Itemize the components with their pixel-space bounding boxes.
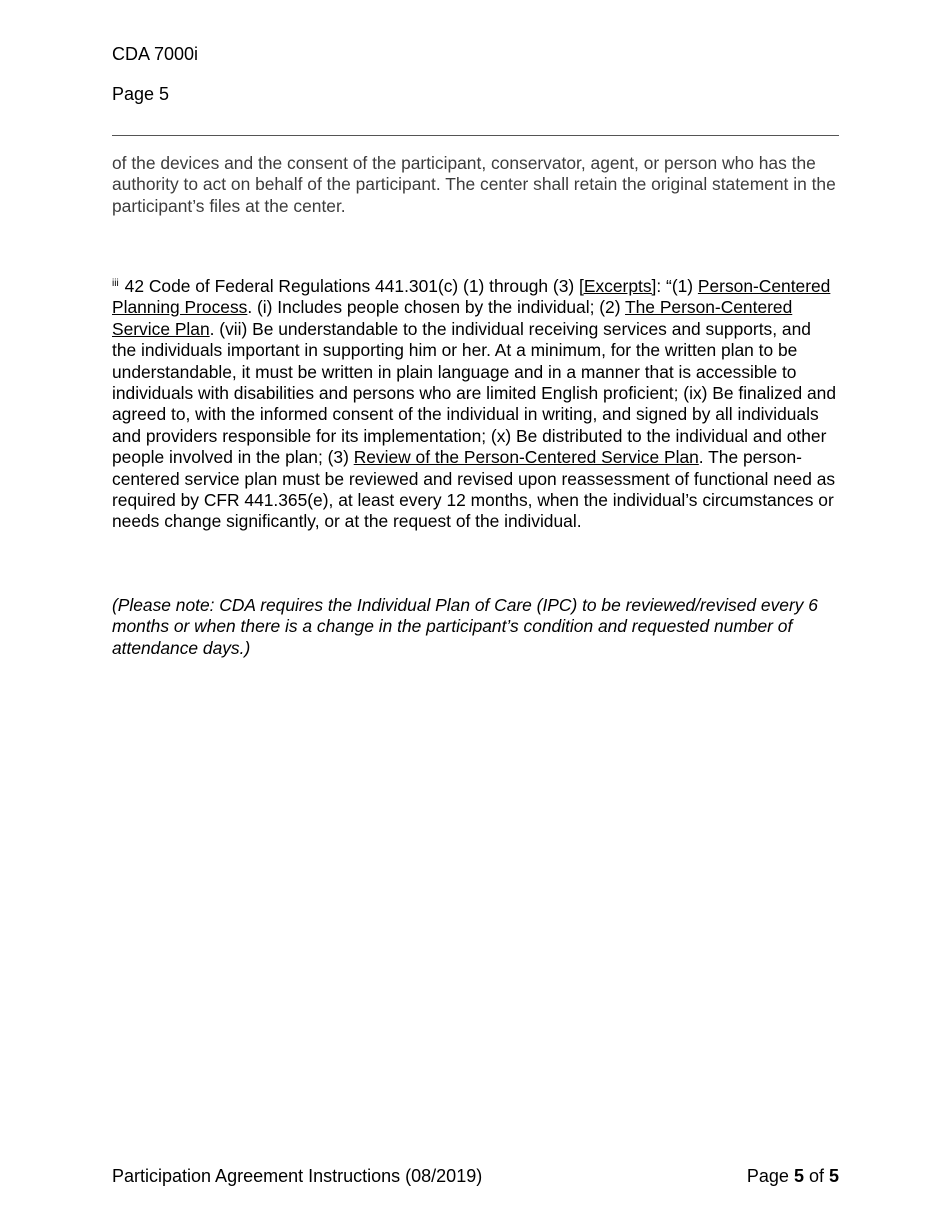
footer-page-current: 5 xyxy=(793,1166,804,1186)
footnote-text-3: . (i) Includes people chosen by the individual; (2) xyxy=(247,297,626,318)
footer-page-number xyxy=(747,1165,839,1187)
footnote-continuation: of the devices and the consent of the participant, conservator, agent, or person who has the authority to act on behalf of the participant. The center shall retain the original statement in the participant’s files at the center. xyxy=(112,153,836,216)
footnote-separator xyxy=(112,135,839,136)
cda-note: (Please note: CDA requires the Individual Plan of Care (IPC) to be reviewed/revised every 6 months or when there is a change in the participant’s condition and requested number of attendance days.) xyxy=(112,595,818,658)
footnote-text-1: 42 Code of Federal Regulations 441.301(c) (1) through (3) xyxy=(124,276,580,296)
header-page-label: Page 5 xyxy=(112,84,170,104)
footnote-text-4: . (vii) Be understandable to the individual receiving services and supports, and the individuals important in supporting him or her. At a minimum, for the written plan to be understandable, it must be written in plain language and in a manner that is accessible to individuals with disabilities and persons who are limited English proficient; (ix) Be finalized and agreed to, with the informed consent of the individual in writing, and signed by all individuals and providers responsible for its implementation; (x) Be distributed to the individual and other people involved in the plan; (3) xyxy=(112,318,837,468)
excerpts-underlined: [Excerpts] xyxy=(579,276,657,296)
form-id: CDA 7000i xyxy=(112,44,199,64)
footer-document-title: Participation Agreement Instructions (08/2019) xyxy=(112,1166,483,1186)
footer-page-prefix: Page xyxy=(746,1166,794,1186)
footer-page-of: of xyxy=(803,1166,829,1186)
service-plan-heading: The Person-Centered Service Plan xyxy=(112,297,793,339)
footer-page-total: 5 xyxy=(828,1166,839,1186)
footnote-marker: iii xyxy=(112,278,119,289)
footnote-text-5: . The person-centered service plan must be reviewed and revised upon reassessment of functional need as required by CFR 441.365(e), at least every 12 months, when the individual’s circumstances or needs change significantly, or at the request of the individual. xyxy=(112,447,836,532)
review-plan-heading: Review of the Person-Centered Service Plan xyxy=(353,447,699,468)
footnote-iii xyxy=(112,276,839,533)
planning-process-heading: Person-Centered Planning Process xyxy=(112,276,831,318)
footnote-text-2: : “(1) xyxy=(656,276,698,296)
